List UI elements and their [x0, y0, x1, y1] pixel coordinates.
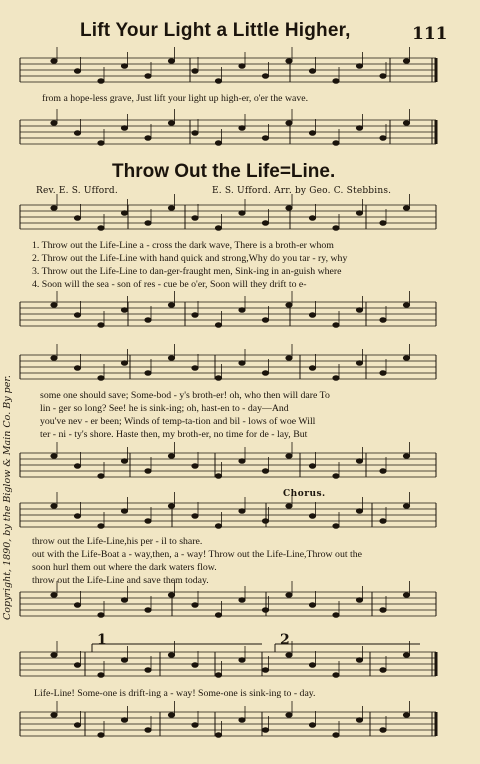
- verse-line: 4. Soon will the sea - son of res - cue be o'er, Soon will they drift to e-: [32, 279, 307, 290]
- chorus-label: Chorus.: [283, 489, 326, 499]
- verse-line: out with the Life-Boat a - way,then, a - way! Throw out the Life-Line,Throw out the: [32, 549, 362, 560]
- verse-line: ter - ni - ty's shore. Haste then, my broth-er, no time for de - lay, But: [40, 429, 308, 440]
- song1-lyric: from a hope-less grave, Just lift your light up high-er, o'er the wave.: [42, 93, 309, 104]
- verse-line: lin - ger so long? See! he is sink-ing; oh, hast-en to - day—And: [40, 403, 289, 414]
- final-lyric: Life-Line! Some-one is drift-ing a - way! Some-one is sink-ing to - day.: [34, 688, 316, 699]
- verse-line: 2. Throw out the Life-Line with hand quick and strong,Why do you tar - ry, why: [32, 253, 348, 264]
- page-number: 111: [412, 24, 448, 44]
- verse-line: throw out the Life-Line,his per - il to share.: [32, 536, 203, 547]
- credit-music: E. S. Ufford. Arr. by Geo. C. Stebbins.: [212, 186, 392, 196]
- verse-line: 1. Throw out the Life-Line a - cross the dark wave, There is a broth-er whom: [32, 240, 334, 251]
- volta-1: 1: [97, 632, 107, 648]
- verse-line: soon hurl them out where the dark waters flow.: [32, 562, 217, 573]
- verse-line: you've nev - er been; Winds of temp-ta-tion and bil - lows of woe Will: [40, 416, 316, 427]
- credit-words: Rev. E. S. Ufford.: [36, 186, 118, 196]
- verse-line: throw out the Life-Line and save them today.: [32, 575, 209, 586]
- verse-line: some one should save; Some-bod - y's broth-er! oh, who then will dare To: [40, 390, 330, 401]
- side-copyright: Copyright, 1890, by the Biglow & Main Co. By per.: [2, 375, 13, 620]
- song1-title: Lift Your Light a Little Higher,: [80, 20, 351, 41]
- verse-line: 3. Throw out the Life-Line to dan-ger-fraught men, Sink-ing in an-guish where: [32, 266, 342, 277]
- song2-title: Throw Out the Life=Line.: [112, 161, 336, 182]
- volta-2: 2: [280, 632, 290, 648]
